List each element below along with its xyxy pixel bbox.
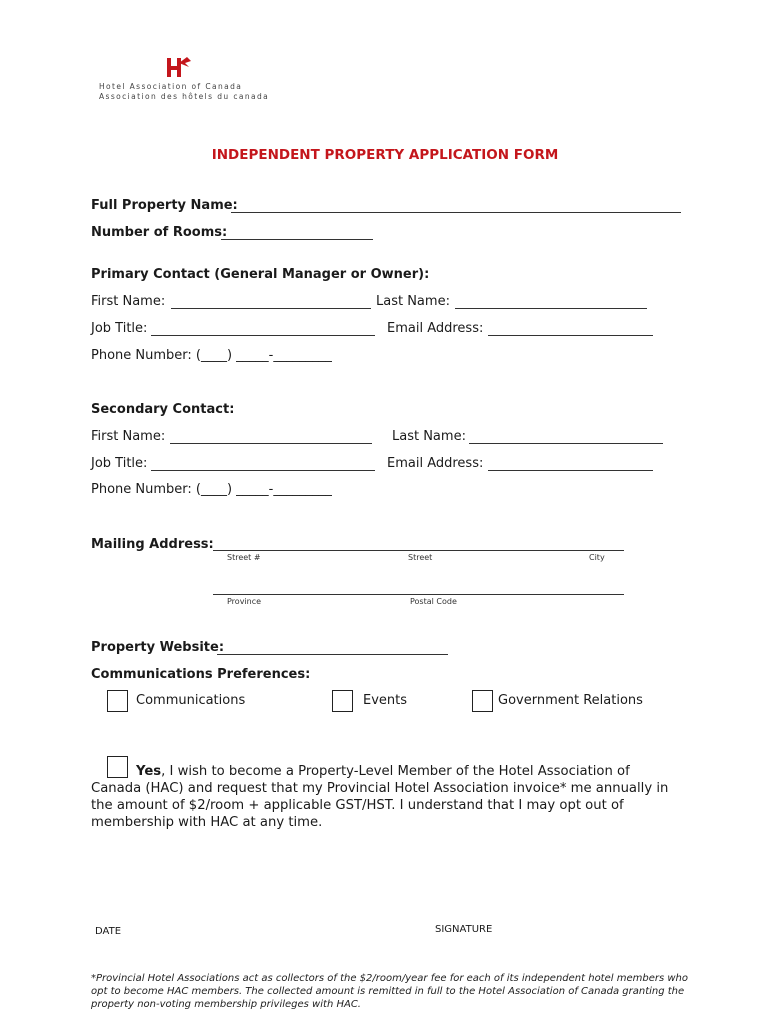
communications-preferences-label: Communications Preferences: bbox=[91, 667, 311, 682]
government-relations-checkbox[interactable] bbox=[472, 690, 493, 712]
primary-contact-heading: Primary Contact (General Manager or Owner): bbox=[91, 267, 430, 282]
membership-yes-text: Yes bbox=[136, 764, 162, 779]
date-label: DATE bbox=[95, 926, 122, 937]
primary-email-label: Email Address: bbox=[387, 321, 484, 336]
property-website-field[interactable] bbox=[217, 654, 448, 655]
number-of-rooms-field[interactable] bbox=[221, 239, 373, 240]
hac-logo-mark-icon bbox=[165, 55, 193, 79]
communications-option-label: Communications bbox=[136, 693, 246, 708]
communications-checkbox[interactable] bbox=[107, 690, 128, 712]
full-property-name-label: Full Property Name: bbox=[91, 198, 238, 213]
government-relations-option-label: Government Relations bbox=[498, 693, 643, 708]
mailing-province-line-field[interactable] bbox=[213, 594, 624, 595]
secondary-first-name-field[interactable] bbox=[170, 443, 372, 444]
street-number-caption: Street # bbox=[227, 553, 261, 562]
secondary-phone-field[interactable]: Phone Number: (____) _____-_________ bbox=[91, 482, 332, 497]
mailing-address-label: Mailing Address: bbox=[91, 537, 214, 552]
primary-first-name-label: First Name: bbox=[91, 294, 166, 309]
primary-last-name-label: Last Name: bbox=[376, 294, 450, 309]
province-caption: Province bbox=[227, 597, 262, 606]
city-caption: City bbox=[589, 553, 605, 562]
secondary-job-title-field[interactable] bbox=[151, 470, 375, 471]
property-website-label: Property Website: bbox=[91, 640, 225, 655]
footnote: *Provincial Hotel Associations act as collectors of the $2/room/year fee for each of its independent hotel members who opt to become HAC members. The collected amount is remitted in full to the Hotel Association of Canada granting the property non-voting membership privileges with HAC. bbox=[91, 973, 688, 1010]
logo-text-en: Hotel Association of Canada bbox=[99, 82, 243, 91]
events-option-label: Events bbox=[363, 693, 408, 708]
secondary-email-field[interactable] bbox=[488, 470, 653, 471]
primary-email-field[interactable] bbox=[488, 335, 653, 336]
secondary-email-label: Email Address: bbox=[387, 456, 484, 471]
number-of-rooms-label: Number of Rooms: bbox=[91, 225, 228, 240]
form-title: INDEPENDENT PROPERTY APPLICATION FORM bbox=[211, 147, 559, 163]
postal-code-caption: Postal Code bbox=[410, 597, 457, 606]
logo-text-fr: Association des hôtels du canada bbox=[99, 92, 270, 101]
secondary-last-name-label: Last Name: bbox=[392, 429, 466, 444]
membership-statement bbox=[91, 763, 681, 831]
secondary-job-title-label: Job Title: bbox=[91, 456, 148, 471]
secondary-last-name-field[interactable] bbox=[469, 443, 663, 444]
secondary-contact-heading: Secondary Contact: bbox=[91, 402, 235, 417]
primary-job-title-label: Job Title: bbox=[91, 321, 148, 336]
street-caption: Street bbox=[408, 553, 433, 562]
primary-last-name-field[interactable] bbox=[455, 308, 647, 309]
full-property-name-field[interactable] bbox=[231, 212, 681, 213]
mailing-street-line-field[interactable] bbox=[213, 550, 624, 551]
signature-label: SIGNATURE bbox=[435, 924, 493, 935]
events-checkbox[interactable] bbox=[332, 690, 353, 712]
primary-job-title-field[interactable] bbox=[151, 335, 375, 336]
primary-first-name-field[interactable] bbox=[171, 308, 371, 309]
secondary-first-name-label: First Name: bbox=[91, 429, 166, 444]
primary-phone-field[interactable]: Phone Number: (____) _____-_________ bbox=[91, 348, 332, 363]
membership-text: , I wish to become a Property-Level Member of the Hotel Association of Canada (HAC) and request that my Provincial Hotel Association invoice* me annually in the amount of $2/room + applicable GST/HST. I understand that I may opt out of membership with HAC at any time. bbox=[91, 764, 669, 830]
